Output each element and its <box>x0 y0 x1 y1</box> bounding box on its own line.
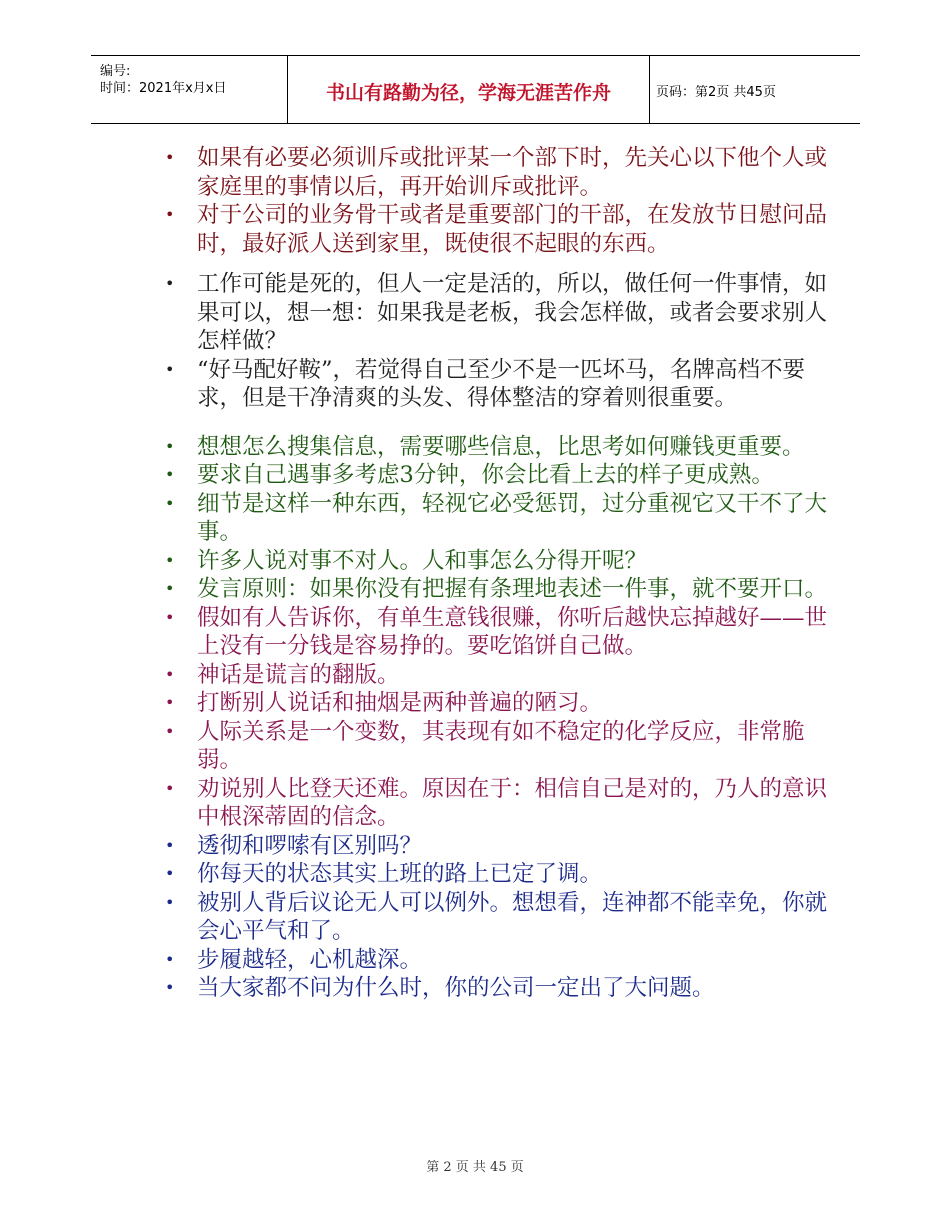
bullet-dot: • <box>165 465 175 484</box>
list-item <box>165 461 845 490</box>
list-item-text: 神话是谎言的翻版。 <box>197 661 400 688</box>
bullet-dot: • <box>165 550 175 570</box>
list-item-text: 打断别人说话和抽烟是两种普遍的陋习。 <box>197 690 603 716</box>
list-item-text: 人际关系是一个变数，其表现有如不稳定的化学反应，非常脆弱。 <box>197 718 805 773</box>
bullet-dot: • <box>165 978 175 997</box>
list-item <box>165 575 845 604</box>
bullet-dot: • <box>165 721 175 741</box>
list-item-text: “好马配好鞍”，若觉得自己至少不是一匹坏马，名牌高档不要求，但是干净清爽的头发、得体整洁的穿着则很重要。 <box>197 356 806 411</box>
bullet-dot: • <box>165 693 175 712</box>
list-item-text: 你每天的状态其实上班的路上已定了调。 <box>197 861 603 887</box>
list-item <box>165 775 845 832</box>
list-item <box>165 433 845 462</box>
list-item-text: 当大家都不问为什么时，你的公司一定出了大问题。 <box>197 975 715 1001</box>
header-motto-cell <box>288 56 650 123</box>
list-item-text: 步履越轻，心机越深。 <box>197 946 423 973</box>
bullet-list <box>165 144 845 1003</box>
list-item-text: 要求自己遇事多考虑3分钟，你会比看上去的样子更成熟。 <box>197 462 774 488</box>
list-item-text: 发言原则：如果你没有把握有条理地表述一件事，就不要开口。 <box>197 576 828 602</box>
bullet-dot: • <box>165 864 175 883</box>
bullet-dot: • <box>165 949 175 969</box>
motto: 书山有路勤为径，学海无涯苦作舟 <box>325 82 611 104</box>
bullet-dot: • <box>165 359 175 379</box>
list-item-text: 许多人说对事不对人。人和事怎么分得开呢？ <box>197 547 648 574</box>
list-item-text: 想想怎么搜集信息，需要哪些信息，比思考如何赚钱更重要。 <box>197 433 805 460</box>
list-item-text: 透彻和啰嗦有区别吗？ <box>197 832 423 859</box>
bullet-dot: • <box>165 607 175 627</box>
bullet-dot: • <box>165 835 175 855</box>
bullet-dot: • <box>165 664 175 684</box>
list-item <box>165 974 845 1003</box>
page-indicator: 页码：第2页 共45页 <box>656 85 776 100</box>
list-item <box>165 356 845 413</box>
list-item <box>165 144 845 201</box>
list-item <box>165 860 845 889</box>
bullet-dot: • <box>165 148 175 167</box>
list-item <box>165 718 845 775</box>
list-item-text: 细节是这样一种东西，轻视它必受惩罚，过分重视它又干不了大事。 <box>197 490 828 545</box>
time-label: 时间：2021年x月x日 <box>100 81 227 96</box>
list-item-text: 假如有人告诉你，有单生意钱很赚，你听后越快忘掉越好——世上没有一分钱是容易挣的。要吃馅饼自己做。 <box>197 604 828 659</box>
list-item <box>165 490 845 547</box>
number-label: 编号: <box>100 64 131 79</box>
list-item <box>165 689 845 718</box>
list-item <box>165 604 845 661</box>
bullet-dot: • <box>165 436 175 456</box>
header-meta-cell <box>91 56 288 123</box>
list-item <box>165 946 845 975</box>
bullet-dot: • <box>165 205 175 224</box>
bullet-dot: • <box>165 274 175 293</box>
list-item <box>165 547 845 576</box>
list-item <box>165 661 845 690</box>
list-item <box>165 201 845 258</box>
list-item-text: 劝说别人比登天还难。原因在于：相信自己是对的，乃人的意识中根深蒂固的信念。 <box>197 775 828 830</box>
bullet-dot: • <box>165 579 175 598</box>
bullet-dot: • <box>165 892 175 912</box>
list-item <box>165 832 845 861</box>
list-item <box>165 889 845 946</box>
list-item-text: 工作可能是死的，但人一定是活的，所以，做任何一件事情，如果可以，想一想：如果我是老板，我会怎样做，或者会要求别人怎样做？ <box>197 271 828 354</box>
list-item <box>165 270 845 356</box>
header-page-cell <box>650 56 860 123</box>
bullet-dot: • <box>165 778 175 798</box>
document-body <box>165 144 845 1003</box>
list-item-text: 对于公司的业务骨干或者是重要部门的干部，在发放节日慰问品时，最好派人送到家里，既使很不起眼的东西。 <box>197 202 828 257</box>
bullet-dot: • <box>165 493 175 513</box>
page-footer: 第 2 页 共 45 页 <box>426 1160 524 1175</box>
list-item-text: 被别人背后议论无人可以例外。想想看，连神都不能幸免，你就会心平气和了。 <box>197 889 828 944</box>
page-header <box>91 55 860 124</box>
list-item-text: 如果有必要必须训斥或批评某一个部下时，先关心以下他个人或家庭里的事情以后，再开始训斥或批评。 <box>197 145 828 200</box>
